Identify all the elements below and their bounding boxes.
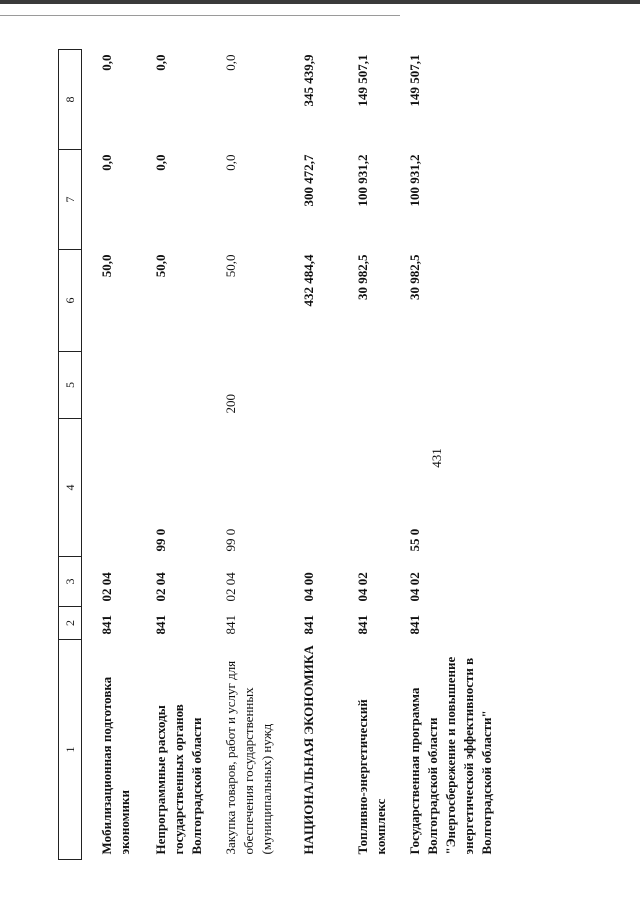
- row-col7: 300 472,7: [301, 154, 316, 207]
- row-section: 02 04: [153, 572, 168, 602]
- row-expense: [394, 352, 516, 419]
- row-col7: 0,0: [153, 154, 168, 171]
- row-section: 04 02: [355, 572, 370, 602]
- row-expense: [290, 352, 340, 419]
- table-row: [208, 50, 290, 860]
- row-col7: 100 931,2: [407, 154, 422, 207]
- row-col6: 50,0: [223, 254, 238, 278]
- row-col8: 149 507,1: [355, 54, 370, 107]
- row-section: 02 04: [99, 572, 114, 602]
- row-col7: 100 931,2: [355, 154, 370, 207]
- row-col8: 0,0: [223, 54, 238, 71]
- row-code: 841: [407, 615, 422, 635]
- row-expense: [82, 352, 137, 419]
- row-col8: 345 439,9: [301, 54, 316, 107]
- table-header: [59, 50, 82, 860]
- row-target: 55 0: [407, 528, 422, 552]
- budget-table: [58, 49, 516, 860]
- header-col-2: 2: [59, 607, 82, 640]
- row-section: 04 02: [407, 572, 422, 602]
- row-col8: 149 507,1: [407, 54, 422, 107]
- header-col-4: 4: [59, 419, 82, 557]
- row-col8: 0,0: [99, 54, 114, 71]
- row-col6: 30 982,5: [355, 254, 370, 300]
- scan-edge-line: [0, 15, 400, 16]
- header-col-3: 3: [59, 557, 82, 607]
- table-row: [394, 50, 516, 860]
- budget-table-page: [58, 50, 612, 860]
- row-expense: 200: [223, 394, 238, 414]
- row-target: 99 0: [153, 528, 168, 552]
- page-number: 431: [429, 448, 444, 468]
- header-col-8: 8: [59, 50, 82, 150]
- header-col-6: 6: [59, 250, 82, 352]
- row-expense: [136, 352, 208, 419]
- row-name: Государственная программа Волгоградской области "Энергосбережение и повышение энергетической эффективности в Волгоградской области": [407, 656, 494, 855]
- table-row: [340, 50, 394, 860]
- row-target: [290, 419, 340, 557]
- row-section: 04 00: [301, 572, 316, 602]
- header-col-1: 1: [59, 640, 82, 860]
- table-row: [136, 50, 208, 860]
- table-row: [290, 50, 340, 860]
- row-code: 841: [223, 615, 238, 635]
- row-name: Мобилизационная подготовка экономики: [99, 676, 132, 855]
- header-col-5: 5: [59, 352, 82, 419]
- row-code: 841: [153, 615, 168, 635]
- header-col-7: 7: [59, 150, 82, 250]
- scan-edge: [0, 0, 640, 4]
- row-name: Закупка товаров, работ и услуг для обеспечения государственных (муниципальных) нужд: [223, 660, 274, 855]
- row-col6: 30 982,5: [407, 254, 422, 300]
- row-name: Непрограммные расходы государственных органов Волгоградской области: [153, 704, 204, 855]
- row-col8: 0,0: [153, 54, 168, 71]
- row-col7: 0,0: [99, 154, 114, 171]
- row-expense: [340, 352, 394, 419]
- row-code: 841: [99, 615, 114, 635]
- row-target: 99 0: [223, 528, 238, 552]
- row-code: 841: [355, 615, 370, 635]
- row-col7: 0,0: [223, 154, 238, 171]
- row-name: Топливно-энергетический комплекс: [355, 699, 388, 855]
- row-section: 02 04: [223, 572, 238, 602]
- row-code: 841: [301, 615, 316, 635]
- table-row: [82, 50, 137, 860]
- row-target: [82, 419, 137, 557]
- row-name: НАЦИОНАЛЬНАЯ ЭКОНОМИКА: [301, 645, 316, 855]
- row-target: [340, 419, 394, 557]
- row-col6: 432 484,4: [301, 254, 316, 307]
- row-col6: 50,0: [153, 254, 168, 278]
- row-col6: 50,0: [99, 254, 114, 278]
